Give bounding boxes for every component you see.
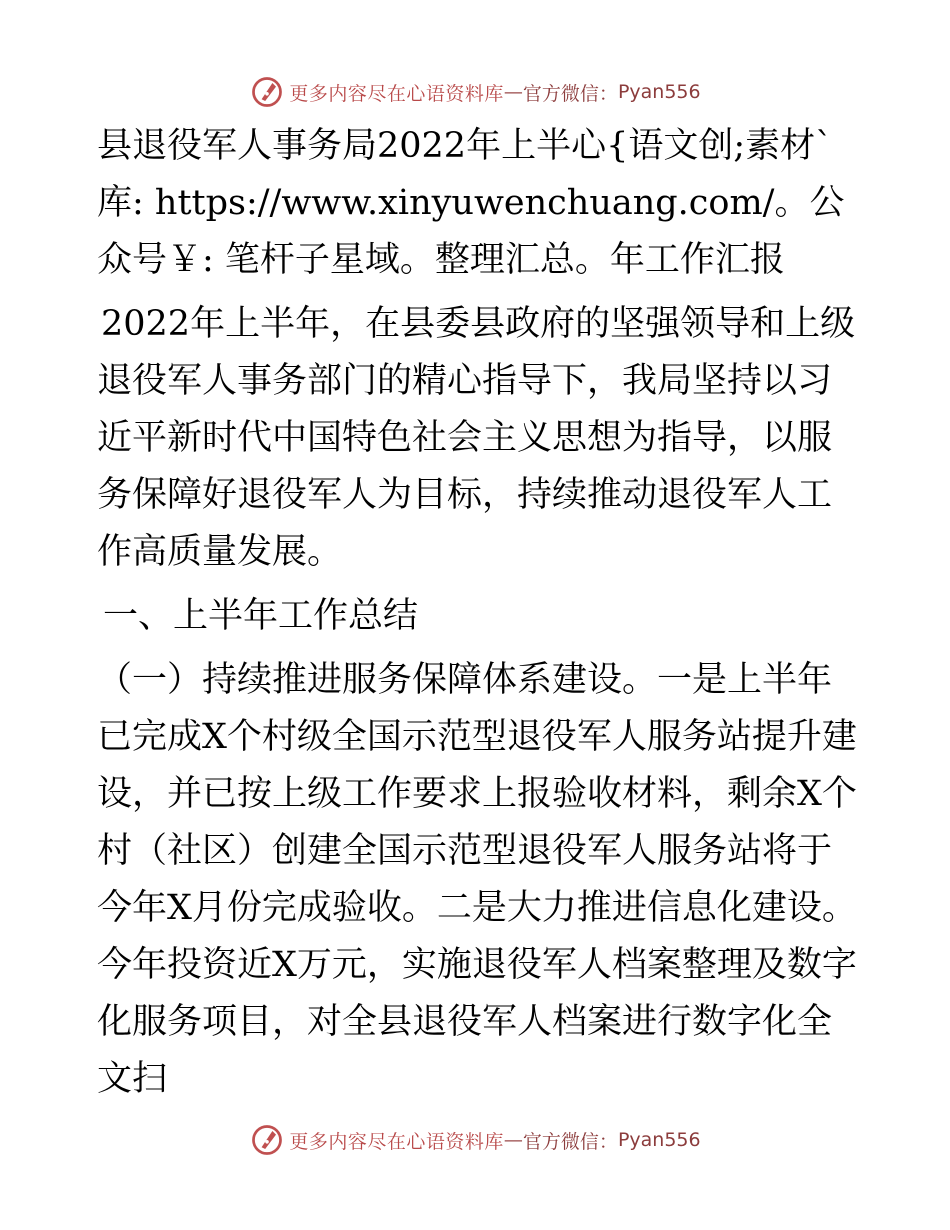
section-heading: 一、上半年工作总结 xyxy=(103,596,419,636)
pen-nib-logo-icon xyxy=(249,1122,285,1158)
document-title-line: 县退役军人事务局2022年上半心{语文创;素材`库: https://www.xinyuwenchuang.com/。公众号￥: 笔杆子星域。整理汇总。年工作汇报 xyxy=(97,126,845,280)
watermark-wechat-id: Pyan556 xyxy=(617,81,701,103)
document-body xyxy=(97,118,857,1108)
section-1-paragraph: （一）持续推进服务保障体系建设。一是上半年已完成X个村级全国示范型退役军人服务站提升建设，并已按上级工作要求上报验收材料，剩余X个村（社区）创建全国示范型退役军人服务站将于今年X月份完成验收。二是大力推进信息化建设。今年投资近X万元，实施退役军人档案整理及数字化服务项目，对全县退役军人档案进行数字化全文扫 xyxy=(97,660,857,1099)
watermark-wechat-label: 官方微信： xyxy=(522,1130,618,1153)
watermark-banner-bottom xyxy=(0,1120,950,1160)
pen-nib-logo-icon xyxy=(249,74,285,110)
watermark-brand-text: 更多内容尽在心语资料库 xyxy=(289,82,504,105)
watermark-separator: — xyxy=(503,81,523,103)
watermark-wechat-id: Pyan556 xyxy=(617,1129,701,1151)
intro-paragraph: 2022年上半年，在县委县政府的坚强领导和上级退役军人事务部门的精心指导下，我局坚持以习近平新时代中国特色社会主义思想为指导，以服务保障好退役军人为目标，持续推动退役军人工作高质量发展。 xyxy=(97,304,856,572)
watermark-wechat-label: 官方微信： xyxy=(522,82,618,105)
watermark-separator: — xyxy=(503,1129,523,1151)
watermark-brand-text: 更多内容尽在心语资料库 xyxy=(289,1130,504,1153)
watermark-banner-top xyxy=(0,72,950,112)
